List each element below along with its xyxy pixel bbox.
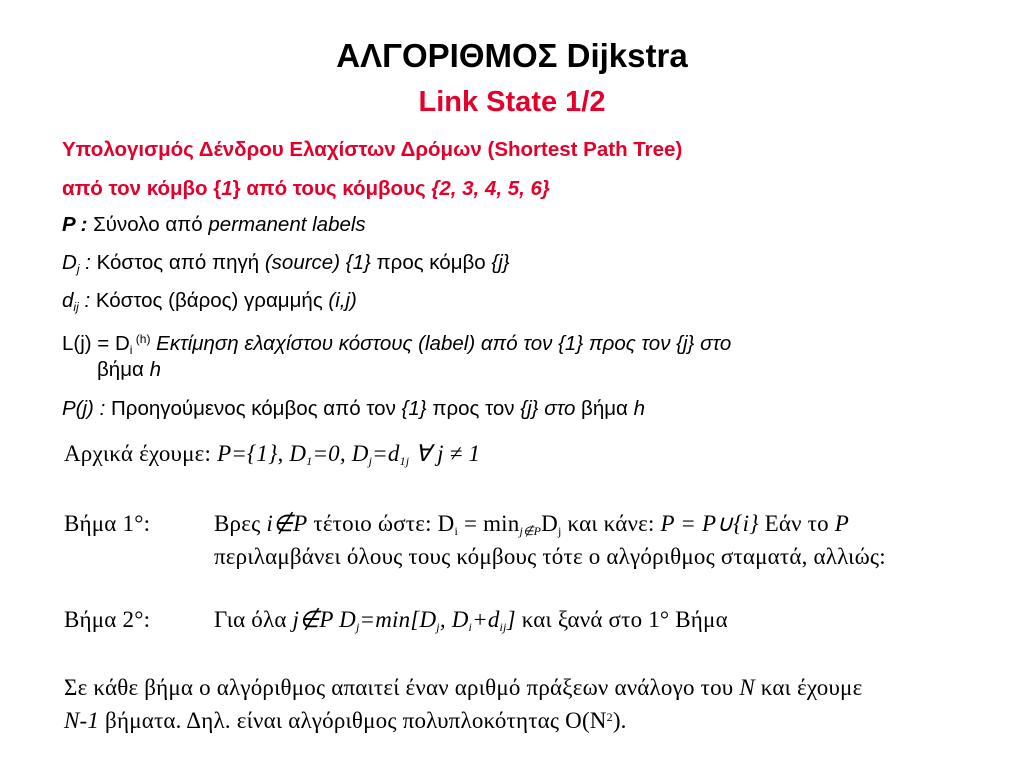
def-l-label: L(j) = D (62, 332, 130, 355)
algo-step1-c: τέτοιο ώστε: D (307, 511, 455, 536)
def-pj-text-d: {j} στο (520, 397, 576, 420)
def-p (62, 212, 366, 238)
algo-step1-line1 (214, 510, 849, 545)
def-l-cont (97, 357, 161, 383)
intro-text-2c: } από τους κόμβους (232, 177, 432, 200)
algo-step1-f: και κάνε: (561, 511, 661, 536)
algo-step2-c: =min[D (359, 607, 437, 632)
algo-step2-c-sub: j (436, 620, 440, 634)
def-p-text-italic: permanent labels (208, 213, 366, 236)
algo-step1-i: P (834, 511, 849, 536)
def-d-text-b: (source) {1} (264, 251, 371, 274)
def-l-text: Εκτίμηση ελαχίστου κόστους (label) από τον {1} προς τον {j} στο (150, 332, 732, 355)
intro-line-1 (62, 137, 682, 163)
algo-step1-c-sub: i (454, 524, 458, 538)
def-l-text2-b: h (149, 358, 161, 381)
def-l-sup: (h) (132, 332, 151, 346)
def-d (62, 250, 510, 282)
def-dij-sub: ij (73, 300, 79, 314)
def-p-text: Σύνολο από (87, 213, 209, 236)
algo-step1-label: Βήμα 1°: (64, 511, 151, 536)
def-l-text2-a: βήμα (97, 358, 150, 381)
algo-step2-label: Βήμα 2°: (64, 607, 151, 632)
def-dij (62, 288, 357, 320)
algo-init-c: =0, D (312, 441, 369, 466)
slide-title: ΑΛΓΟΡΙΘΜΟΣ Dijkstra (336, 37, 688, 74)
def-dij-text-b: (i,j) (328, 289, 357, 312)
def-pj-text-b: {1} (401, 397, 427, 420)
def-d-sub: j (76, 262, 80, 276)
algo-step1-d-sub: j∉P (519, 524, 542, 538)
def-dij-label: d (62, 289, 74, 312)
algo-note-1a: Σε κάθε βήμα ο αλγόριθμος απαιτεί έναν αριθμό πράξεων ανάλογο του (64, 675, 740, 700)
algo-note-line2 (64, 703, 627, 735)
algo-init-d: =d (372, 441, 400, 466)
algo-step1-b: i∉P (266, 511, 308, 536)
algo-step1-h: Εάν το (758, 511, 835, 536)
slide-subtitle: Link State 1/2 (418, 86, 606, 118)
algo-init-c-sub: j (368, 454, 373, 468)
algo-note-line1 (64, 674, 862, 702)
def-dij-text-a: Κόστος (βάρος) γραμμής (90, 289, 329, 312)
algo-step1-e-sub: j (557, 524, 562, 538)
algo-step2-e: +d (472, 607, 500, 632)
def-pj-text-f: h (633, 397, 646, 420)
def-d-text-a: Κόστος από πηγή (90, 251, 265, 274)
algo-note-2-sup: 2 (606, 710, 613, 724)
algo-step2-b: j∉P D (292, 607, 356, 632)
algo-note-2c: ). (612, 708, 627, 733)
algo-init-b: P={1}, D (217, 441, 307, 466)
intro-line-2 (62, 176, 550, 202)
def-p-label: P : (62, 213, 88, 236)
algo-step2-b-sub: j (355, 620, 360, 634)
def-pj-text-e: βήμα (575, 397, 634, 420)
algo-step2-e-sub: ij (499, 620, 507, 634)
algo-init (64, 440, 480, 475)
def-pj-label: P(j) : (62, 397, 106, 420)
def-pj-text-a: Προηγούμενος κόμβος από τον (105, 397, 402, 420)
algo-step1-g: P = P∪{i} (660, 511, 759, 536)
intro-text-2b: 1 (221, 177, 233, 200)
algo-init-b-sub: 1 (306, 454, 313, 468)
intro-text-1: Υπολογισμός Δένδρου Ελαχίστων Δρόμων (Shortest Path Tree) (62, 138, 683, 161)
algo-note-1c: και έχουμε (754, 675, 863, 700)
def-d-text-c: προς κόμβο (370, 251, 492, 274)
def-d-text-d: {j} (491, 251, 510, 274)
algo-step2-d: , D (439, 607, 469, 632)
algo-step2-a: Για όλα (214, 607, 293, 632)
intro-text-2d: {2, 3, 4, 5, 6} (431, 177, 550, 200)
algo-step1-line2: περιλαμβάνει όλους τους κόμβους τότε ο αλγόριθμος σταματά, αλλιώς: (214, 544, 886, 569)
algo-init-a: Αρχικά έχουμε: (64, 441, 218, 466)
def-dij-colon: : (78, 289, 91, 312)
algo-step2-g: και ξανά στο 1° Βήμα (515, 607, 728, 632)
algo-step1-a: Βρες (214, 511, 267, 536)
algo-step1-e: D (541, 511, 558, 536)
algo-note-2b: βήματα. Δηλ. είναι αλγόριθμος πολυπλοκότητας O(N (99, 708, 607, 733)
algo-note-1b: N (739, 675, 755, 700)
def-pj (62, 396, 645, 422)
algo-step2-f: ] (506, 607, 516, 632)
algo-step2-d-sub: i (468, 620, 473, 634)
def-l (62, 326, 731, 363)
algo-init-d-sub: 1j (399, 454, 410, 468)
algo-step1-d: = min (458, 511, 520, 536)
def-pj-text-c: προς τον (426, 397, 521, 420)
def-l-sub: i (129, 343, 133, 357)
algo-note-2a: N-1 (64, 708, 100, 733)
intro-text-2a: από τον κόμβο { (62, 177, 222, 200)
def-d-colon: : (79, 251, 91, 274)
def-d-label: D (62, 251, 77, 274)
algo-init-e: ∀ j ≠ 1 (409, 441, 481, 466)
algo-step2-line (214, 606, 728, 641)
